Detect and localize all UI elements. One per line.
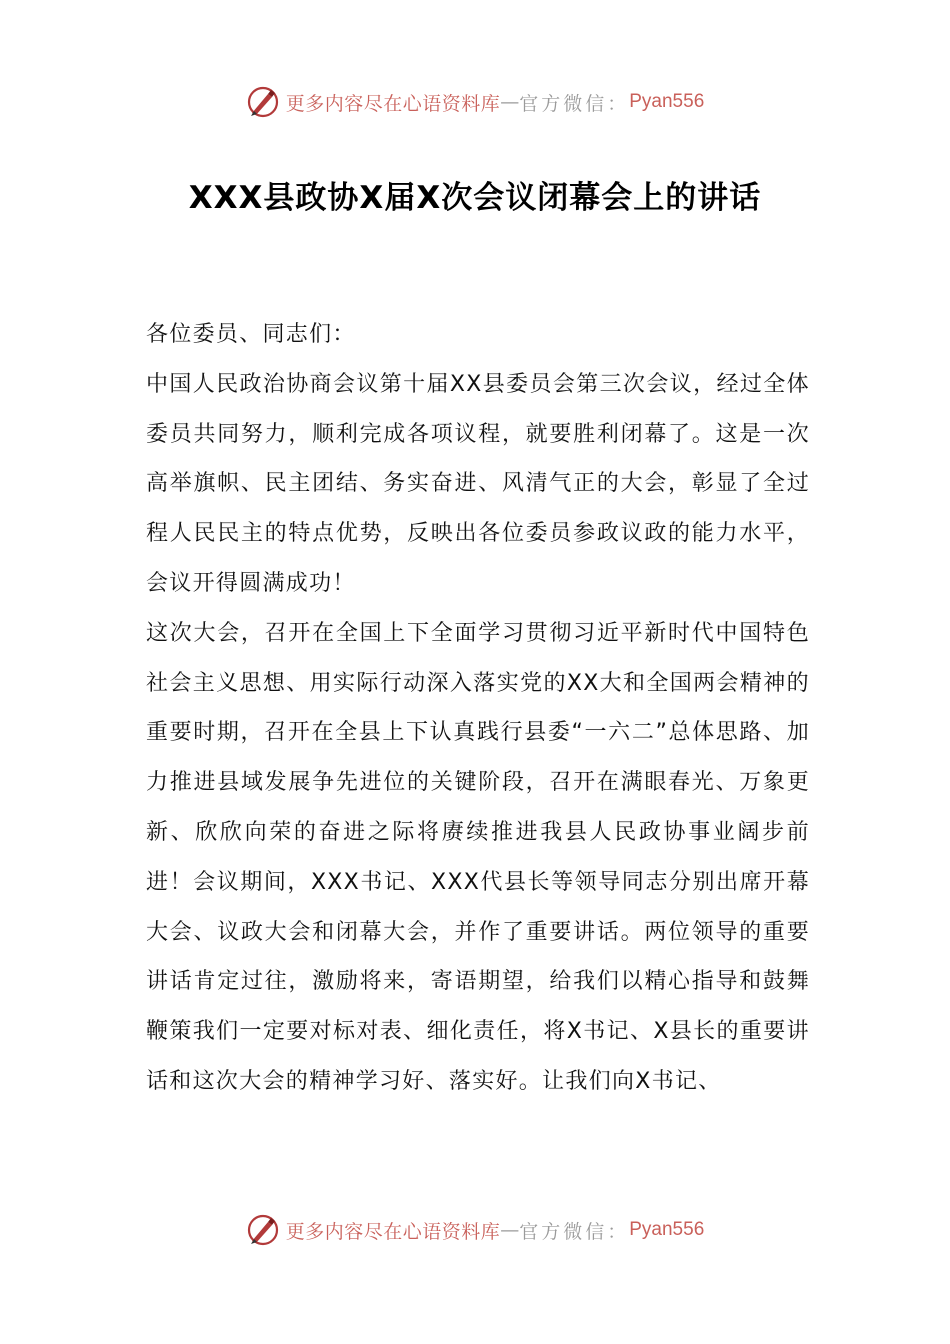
pen-logo-icon bbox=[246, 85, 280, 119]
document-body bbox=[146, 310, 810, 1107]
watermark-official-label: 官方微信： bbox=[519, 1220, 630, 1243]
watermark-wechat-id: Pyan556 bbox=[629, 1219, 705, 1240]
watermark-separator: — bbox=[500, 91, 520, 113]
watermark-banner-bottom bbox=[0, 1210, 950, 1250]
watermark-banner-top bbox=[0, 82, 950, 122]
paragraph-1: 中国人民政治协商会议第十届XX县委员会第三次会议，经过全体委员共同努力，顺利完成各项议程，就要胜利闭幕了。这是一次高举旗帜、民主团结、务实奋进、风清气正的大会，彰显了全过程人民民主的特点优势，反映出各位委员参政议政的能力水平，会议开得圆满成功！ bbox=[146, 371, 810, 596]
watermark-wechat-id: Pyan556 bbox=[629, 91, 705, 112]
paragraph-2: 这次大会，召开在全国上下全面学习贯彻习近平新时代中国特色社会主义思想、用实际行动深入落实党的XX大和全国两会精神的重要时期，召开在全县上下认真践行县委“一六二”总体思路、加力推进县域发展争先进位的关键阶段，召开在满眼春光、万象更新、欣欣向荣的奋进之际将赓续推进我县人民政协事业阔步前进！会议期间，XXX书记、XXX代县长等领导同志分别出席开幕大会、议政大会和闭幕大会，并作了重要讲话。两位领导的重要讲话肯定过往，激励将来，寄语期望，给我们以精心指导和鼓舞鞭策我们一定要对标对表、细化责任，将X书记、X县长的重要讲话和这次大会的精神学习好、落实好。让我们向X书记、 bbox=[146, 620, 810, 1094]
document-title: XXX县政协X届X次会议闭幕会上的讲话 bbox=[188, 180, 762, 216]
watermark-slogan: 更多内容尽在心语资料库 bbox=[285, 1220, 501, 1243]
salutation: 各位委员、同志们： bbox=[146, 322, 356, 347]
watermark-separator: — bbox=[500, 1219, 520, 1241]
watermark-official-label: 官方微信： bbox=[519, 92, 630, 115]
pen-logo-icon bbox=[246, 1213, 280, 1247]
watermark-slogan: 更多内容尽在心语资料库 bbox=[285, 92, 501, 115]
